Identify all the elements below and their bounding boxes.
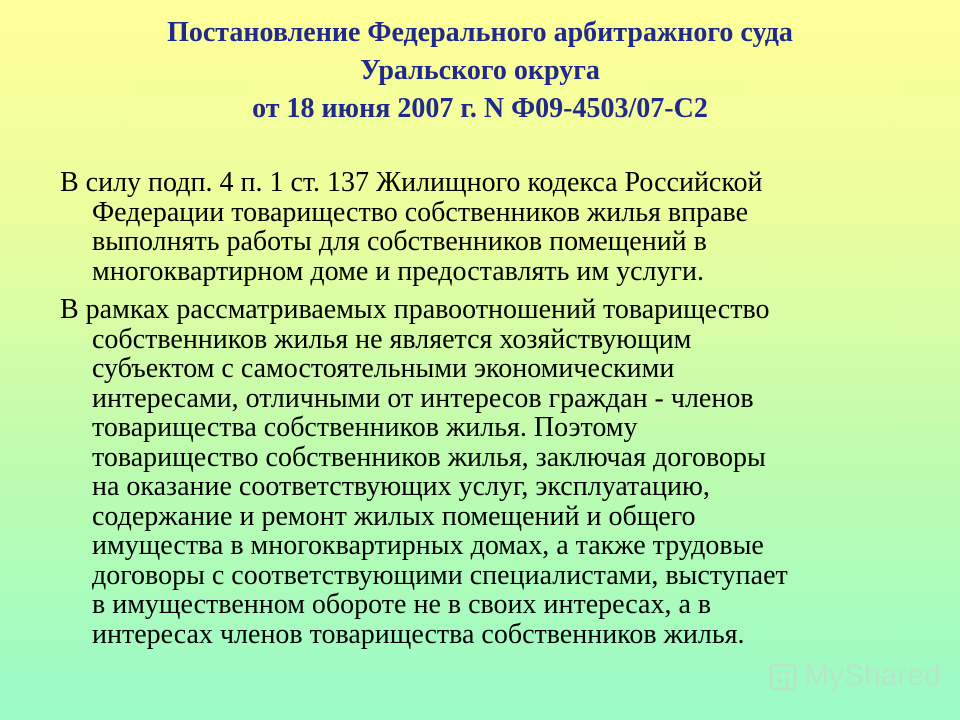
title-line-3: от 18 июня 2007 г. N Ф09-4503/07-С2 — [252, 93, 708, 124]
slide-title — [40, 14, 920, 128]
paragraph-1 — [60, 168, 920, 286]
paragraph-2-line: В рамках рассматриваемых правоотношений товарищество — [60, 294, 770, 325]
watermark-text: MyShared — [804, 659, 941, 692]
paragraph-2-line: в имущественном обороте не в своих интересах, а в — [92, 589, 712, 620]
building-logo-icon — [768, 661, 798, 691]
paragraph-1-line: Федерации товарищество собственников жилья вправе — [92, 196, 748, 228]
watermark — [768, 656, 941, 696]
paragraph-1-line: В силу подп. 4 п. 1 ст. 137 Жилищного кодекса Российской — [60, 167, 763, 198]
paragraph-2-line: субъектом с самостоятельными экономическими — [92, 353, 675, 384]
paragraph-1-line: выполнять работы для собственников помещений в — [92, 226, 707, 257]
paragraph-2-line: товарищество собственников жилья, заключая договоры — [92, 441, 766, 473]
slide-body — [60, 168, 920, 658]
title-line-2: Уральского округа — [360, 55, 600, 86]
paragraph-1-line: многоквартирном доме и предоставлять им услуги. — [92, 255, 704, 287]
paragraph-2-line: содержание и ремонт жилых помещений и общего — [92, 500, 696, 532]
title-line-1: Постановление Федерального арбитражного суда — [167, 17, 793, 48]
paragraph-2 — [60, 295, 920, 649]
paragraph-2-line: товарищества собственников жилья. Поэтому — [92, 412, 638, 443]
paragraph-2-line: имущества в многоквартирных домах, а также трудовые — [92, 530, 764, 561]
paragraph-2-line: договоры с соответствующими специалистами, выступает — [92, 559, 788, 591]
paragraph-2-line: собственников жилья не является хозяйствующим — [92, 323, 692, 355]
paragraph-2-line: интересами, отличными от интересов граждан - членов — [92, 382, 754, 414]
paragraph-2-line: на оказание соответствующих услуг, эксплуатацию, — [92, 471, 710, 502]
paragraph-2-line: интересах членов товарищества собственников жилья. — [92, 618, 745, 650]
